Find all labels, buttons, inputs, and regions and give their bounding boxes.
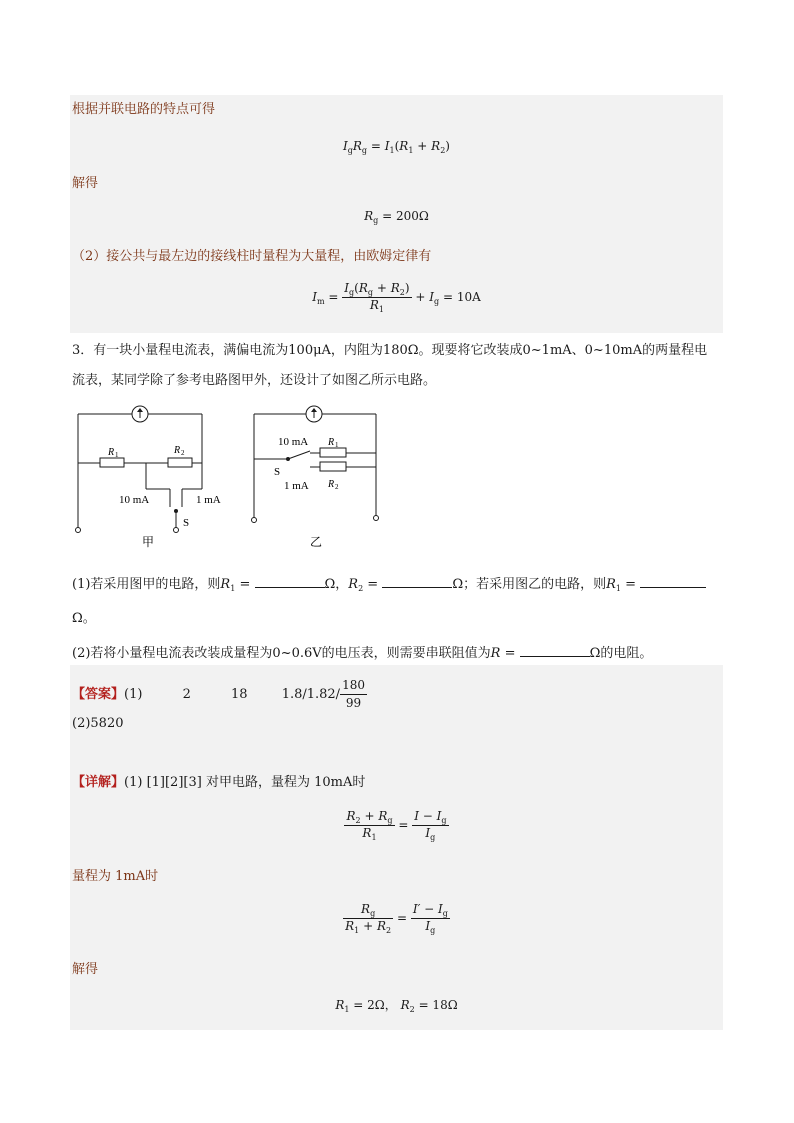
- label-r2-sub: 2: [181, 449, 185, 457]
- label-r2: R: [328, 479, 335, 490]
- equation-value: = 2Ω，: [353, 998, 397, 1012]
- subscript: 1: [344, 1005, 350, 1014]
- subscript: 1: [230, 584, 236, 593]
- symbol: R: [378, 809, 388, 823]
- symbol: R: [490, 646, 501, 661]
- label-switch: S: [274, 466, 281, 478]
- subscript: g: [349, 288, 355, 297]
- part1-unit: Ω。: [72, 611, 96, 626]
- part2-line: (2)若将小量程电流表改装成量程为0~0.6V的电压表，则需要串联阻值为R = Ω的电阻。: [72, 646, 653, 661]
- subscript: g: [367, 288, 374, 297]
- subscript: 1: [354, 926, 360, 935]
- label-10ma: 10 mA: [278, 436, 309, 448]
- equation-value: = 200Ω: [382, 209, 429, 223]
- symbol: R: [369, 298, 379, 312]
- text: Ω的电阻。: [589, 646, 653, 661]
- subscript: 1: [378, 305, 384, 314]
- circuit-diagram-yi: [248, 405, 388, 555]
- symbol: I′ − I: [412, 902, 443, 916]
- label-r1-sub: 1: [335, 441, 339, 449]
- subscript: 1: [389, 146, 395, 155]
- subscript: 2: [358, 584, 364, 593]
- label-1ma: 1 mA: [284, 480, 309, 492]
- answer-value: 18: [231, 687, 248, 702]
- part1-line: (1)若采用图甲的电路，则$R_1 = \Omega$，$R_2 = \Omega$；若采用图乙的电路，则$R_1$ =: [72, 575, 723, 597]
- text: (1)若采用图甲的电路，则: [72, 577, 221, 592]
- symbol: I: [343, 139, 348, 153]
- text-line: 解得: [72, 176, 99, 191]
- equation-value: = 18Ω: [418, 998, 458, 1012]
- label-r2: R: [174, 445, 181, 456]
- equation-1ma: $\frac{R_g}{R_1 + R_2}$ = $\frac{I' - I_g}{I_g}$: [345, 902, 448, 935]
- fraction: $\frac{I_g(R_g + R_2)}{R_1}$: [344, 281, 410, 314]
- text-line: 量程为 1mA时: [72, 869, 159, 884]
- equation-rg: [70, 209, 723, 225]
- denominator: 99: [345, 696, 362, 710]
- symbol: R: [352, 139, 362, 153]
- text: Ω，: [324, 577, 349, 592]
- subscript: g: [434, 297, 440, 306]
- fraction: [411, 902, 450, 935]
- subscript: g: [387, 816, 393, 825]
- subscript: 1: [615, 584, 622, 593]
- subscript: g: [373, 216, 379, 225]
- subscript: g: [370, 909, 376, 918]
- answer-line: [72, 677, 367, 712]
- symbol: I: [384, 139, 390, 153]
- equation-result: [70, 996, 723, 1014]
- answer-part2: (2)5820: [72, 716, 124, 731]
- label-switch: S: [183, 517, 190, 529]
- subscript: 1: [408, 146, 414, 155]
- label-1ma: 1 mA: [196, 494, 221, 506]
- figure-caption: 乙: [310, 535, 323, 549]
- solution-block-top: [70, 95, 723, 333]
- equation-ohm: $I_m$ = $\frac{I_g(R_g + R_2)}{R_1}$ + $I_g = 10A$: [312, 281, 481, 314]
- equals-sign: =: [239, 577, 251, 592]
- fraction: [412, 809, 448, 842]
- plus-sign: +: [417, 139, 428, 153]
- symbol: I: [425, 826, 431, 840]
- answer-blank[interactable]: [640, 575, 706, 588]
- equation-10ma: $\frac{R_2 + R_g}{R_1}$ = $\frac{I - I_g}{I_g}$: [346, 809, 447, 842]
- subscript: 2: [355, 816, 361, 825]
- equals-sign: =: [370, 139, 381, 153]
- symbol: I: [312, 290, 317, 304]
- symbol: + I: [415, 290, 434, 304]
- label-r1-sub: 1: [115, 451, 119, 459]
- equation-value: = 10A: [442, 290, 481, 304]
- subscript: g: [430, 926, 436, 935]
- subscript: 2: [399, 288, 405, 297]
- symbol: R: [348, 577, 359, 592]
- symbol: R: [220, 577, 231, 592]
- detail-line: [72, 774, 365, 791]
- symbol: R: [399, 139, 409, 153]
- symbol: R: [346, 809, 356, 823]
- symbol: I − I: [414, 809, 442, 823]
- symbol: R: [400, 998, 410, 1012]
- subscript: g: [441, 816, 447, 825]
- text: (2)若将小量程电流表改装成量程为0~0.6V的电压表，则需要串联阻值为: [72, 646, 491, 661]
- answer-blank[interactable]: [255, 575, 325, 588]
- text-line: 根据并联电路的特点可得: [72, 102, 216, 117]
- symbol: R: [431, 139, 441, 153]
- detail-label: 【详解】: [72, 775, 125, 790]
- text: (1) [1][2][3] 对甲电路，量程为 10mA时: [124, 775, 366, 790]
- symbol: R: [362, 826, 372, 840]
- symbol: R: [361, 902, 371, 916]
- numerator: 180: [340, 677, 367, 695]
- fraction: $\frac{R_g}{R_1 + R_2}$: [345, 902, 392, 935]
- symbol: I: [425, 919, 431, 933]
- subscript: 2: [440, 146, 446, 155]
- equation-parallel: $I_gR_g = I_1(R_1 + R_2)$: [343, 139, 450, 155]
- text: (1): [124, 687, 143, 702]
- text: Ω；若采用图乙的电路，则: [452, 577, 607, 592]
- answer-value: 1.8/1.82/: [281, 687, 341, 702]
- symbol: R: [376, 919, 387, 933]
- answer-value: 2: [182, 687, 191, 702]
- question-stem-line2: 流表，某同学除了参考电路图甲外，还设计了如图乙所示电路。: [72, 373, 437, 388]
- label-r1: R: [328, 437, 335, 448]
- subscript: 2: [386, 926, 392, 935]
- answer-blank[interactable]: [520, 644, 590, 657]
- fraction: [340, 677, 367, 712]
- subscript: g: [361, 146, 368, 155]
- text-line: （2）接公共与最左边的接线柱时量程为大量程，由欧姆定律有: [72, 249, 432, 264]
- symbol: R: [390, 281, 400, 295]
- answer-label: 【答案】: [72, 687, 125, 702]
- label-r2-sub: 2: [335, 483, 339, 491]
- subscript: 1: [371, 833, 377, 842]
- symbol: R: [606, 577, 616, 592]
- symbol: R: [358, 281, 368, 295]
- subscript: m: [316, 297, 325, 306]
- question-stem-line1: 3．有一块小量程电流表，满偏电流为100μA，内阻为180Ω。现要将它改装成0~1mA、0~10mA的两量程电: [72, 343, 708, 358]
- symbol: I: [344, 281, 350, 295]
- fraction: $\frac{R_2 + R_g}{R_1}$: [346, 809, 393, 842]
- subscript: g: [430, 833, 436, 842]
- subscript: g: [347, 146, 353, 155]
- answer-block: [70, 665, 723, 1030]
- symbol: R: [335, 998, 345, 1012]
- subscript: g: [442, 909, 448, 918]
- circuit-diagram-jia: [72, 405, 221, 555]
- symbol: R: [345, 919, 355, 933]
- text-line: 解得: [72, 962, 99, 977]
- symbol: R: [364, 209, 374, 223]
- label-r1: R: [108, 447, 115, 458]
- figure-caption: 甲: [142, 535, 155, 549]
- subscript: 2: [409, 1005, 415, 1014]
- label-10ma: 10 mA: [119, 494, 150, 506]
- answer-blank[interactable]: [382, 575, 452, 588]
